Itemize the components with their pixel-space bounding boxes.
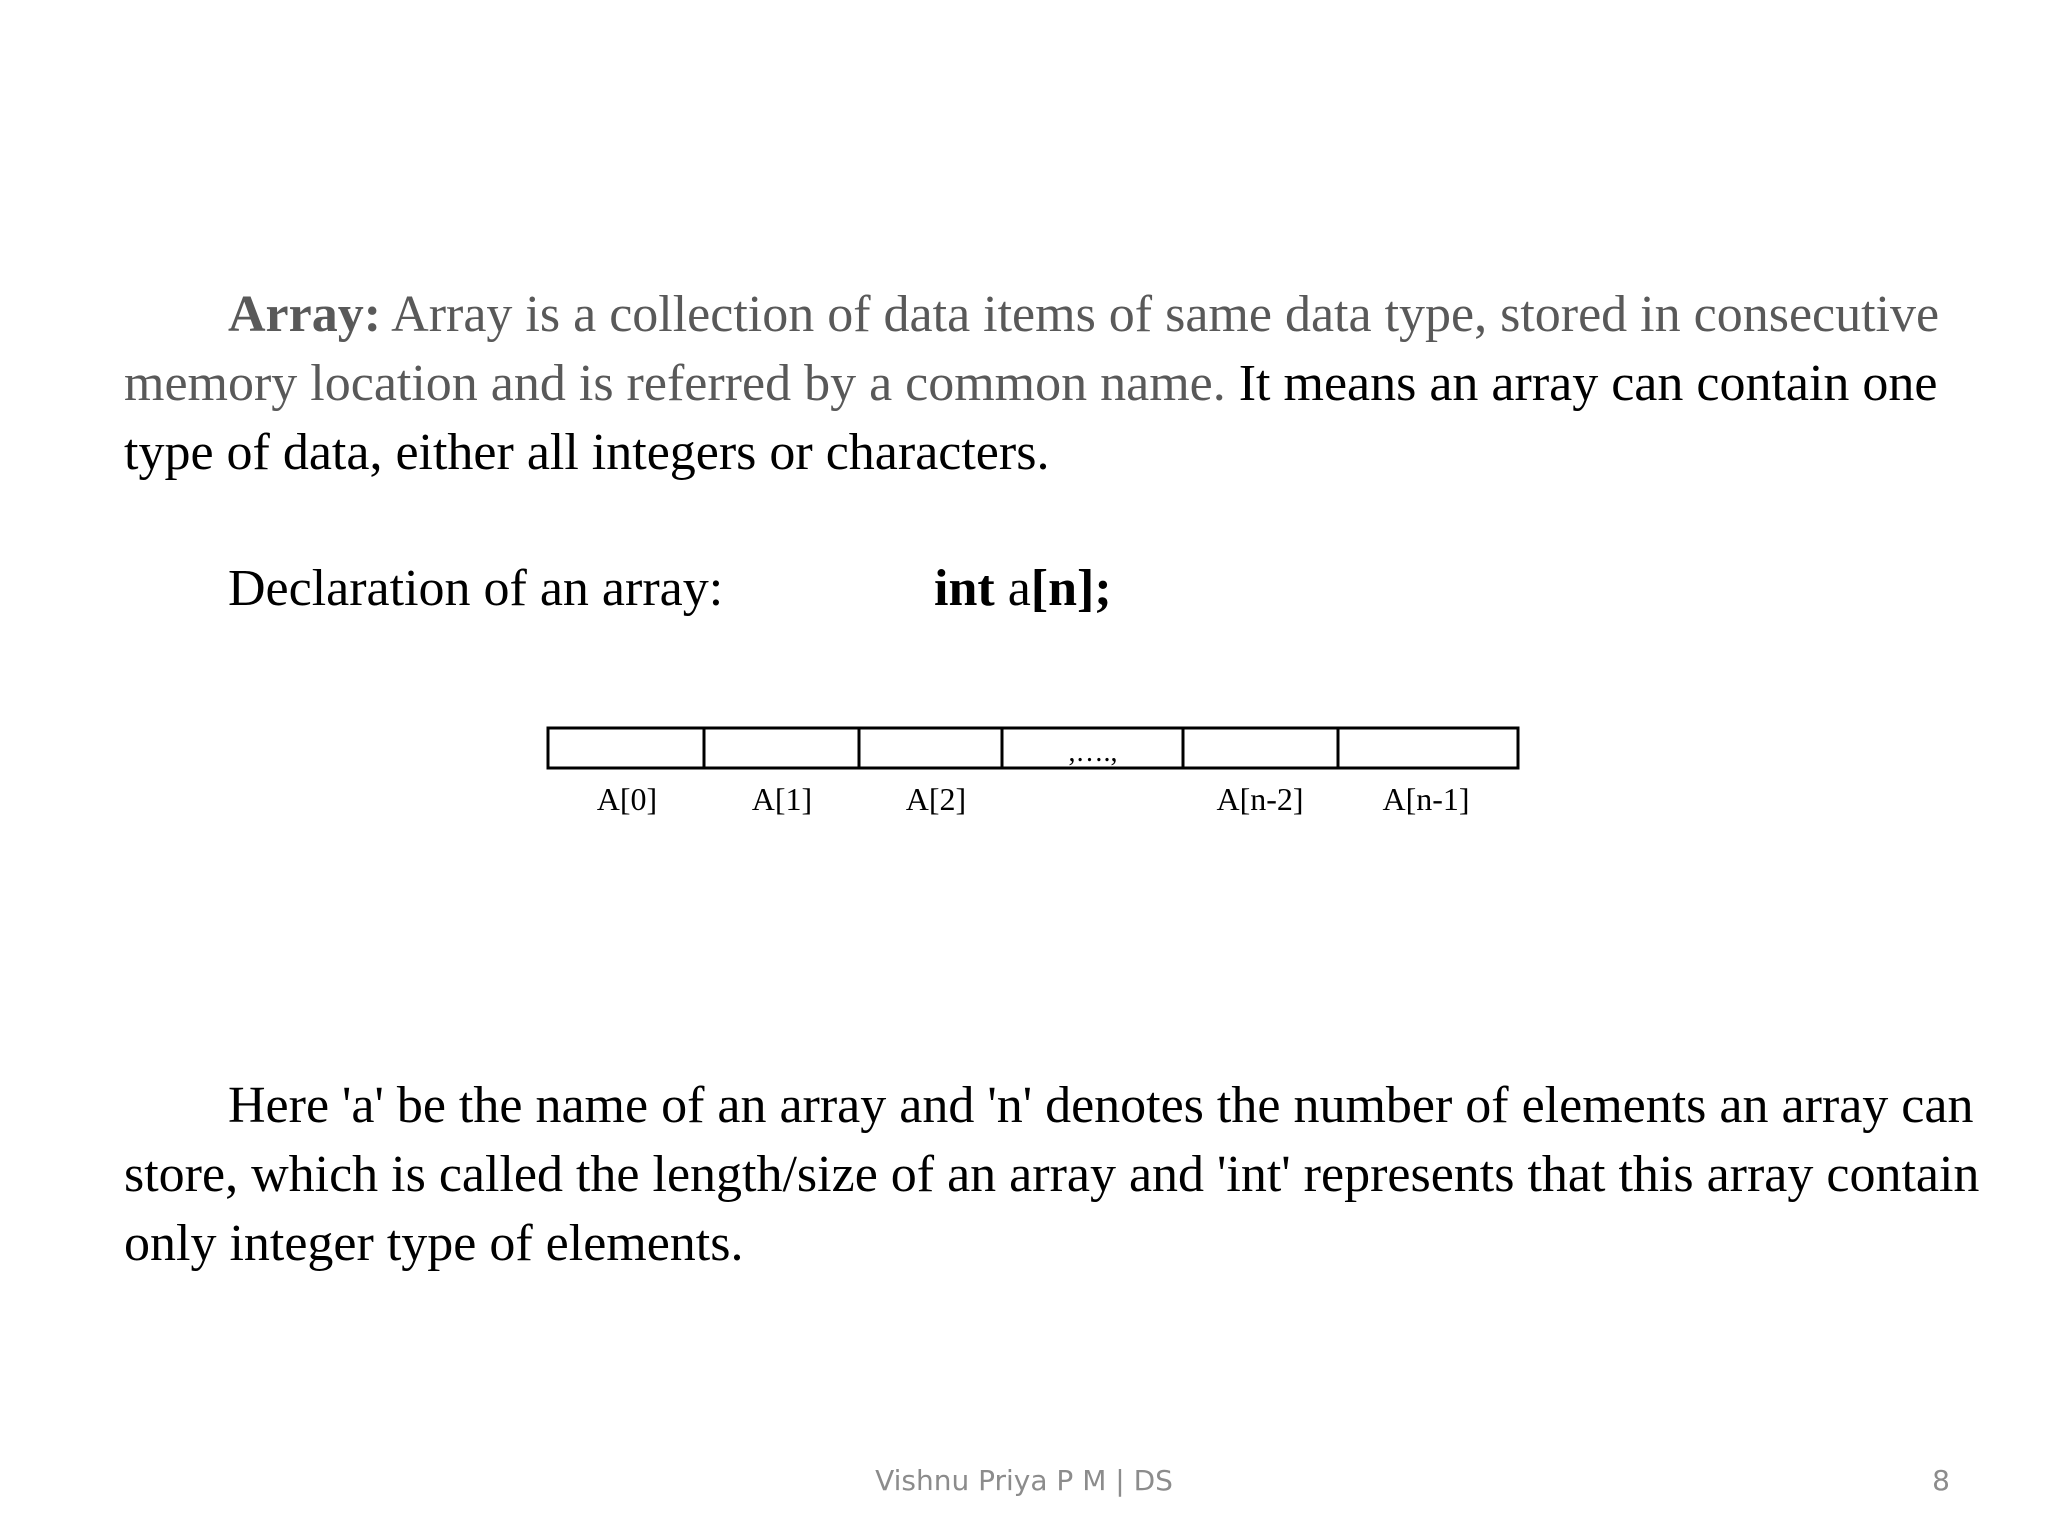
explanation-paragraph bbox=[124, 1071, 2004, 1278]
cell-label-5: A[n-1] bbox=[1382, 781, 1470, 817]
footer-author: Vishnu Priya P M | DS bbox=[875, 1464, 1173, 1497]
explanation-text: Here 'a' be the name of an array and 'n' denotes the number of elements an array can store, which is called the length/size of an array and 'int' represents that this array contain only integer type of elements. bbox=[124, 1077, 1980, 1272]
declaration-label: Declaration of an array: bbox=[228, 560, 724, 617]
declaration-line bbox=[228, 554, 1112, 623]
definition-gray-text: Array is a collection of data items of same data type, stored in consecutive memory location and is referred by a common name bbox=[124, 286, 1940, 412]
array-term: Array: bbox=[228, 286, 382, 343]
definition-black-text: It means an array can contain one type of data, either all integers or characters. bbox=[124, 355, 1938, 481]
cell-label-0: A[0] bbox=[596, 781, 658, 817]
cell-label-1: A[1] bbox=[751, 781, 813, 817]
array-definition-paragraph bbox=[124, 280, 2004, 487]
array-diagram bbox=[540, 720, 1520, 820]
cell-label-2: A[2] bbox=[905, 781, 967, 817]
array-outline bbox=[548, 728, 1518, 768]
declaration-code bbox=[934, 554, 1112, 623]
declaration-space bbox=[995, 560, 1008, 617]
cell-label-4: A[n-2] bbox=[1216, 781, 1304, 817]
definition-gray-period: . bbox=[1212, 355, 1226, 412]
slide-number: 8 bbox=[1932, 1464, 1950, 1497]
declaration-brackets: [n]; bbox=[1030, 560, 1112, 617]
declaration-identifier: a bbox=[1007, 560, 1031, 617]
array-ellipsis: ,…., bbox=[1068, 737, 1118, 768]
declaration-keyword: int bbox=[934, 560, 995, 617]
